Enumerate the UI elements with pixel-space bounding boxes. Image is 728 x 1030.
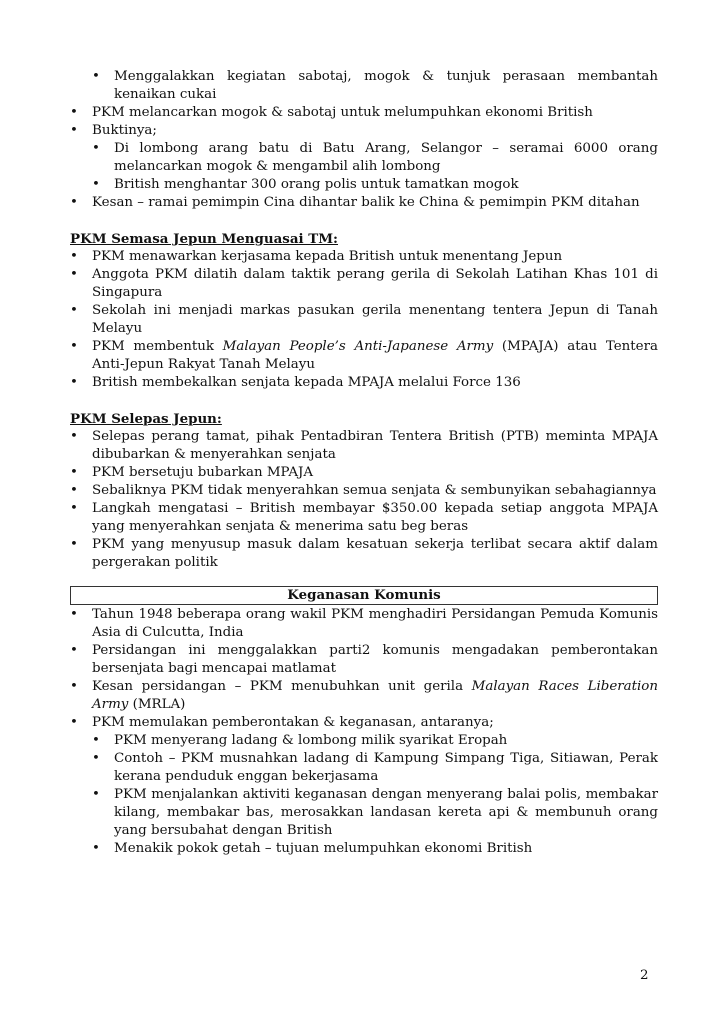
list-item: • Kesan persidangan – PKM menubuhkan unit gerila Malayan Races Liberation Army (MRLA) bbox=[70, 679, 658, 712]
bullet: • bbox=[70, 249, 78, 264]
bullet: • bbox=[70, 267, 78, 282]
document-page bbox=[70, 68, 658, 858]
bullet: • bbox=[92, 841, 100, 856]
bullet: • bbox=[92, 787, 100, 802]
list-item: • Buktinya; bbox=[70, 123, 157, 138]
section-title-box: Keganasan Komunis bbox=[70, 586, 658, 605]
list-item: • PKM menjalankan aktiviti keganasan dengan menyerang balai polis, membakar kilang, membakar bas, merosakkan landasan kereta api & membunuh orang yang bersubahat dengan British bbox=[92, 787, 658, 838]
bullet: • bbox=[92, 751, 100, 766]
bullet: • bbox=[70, 643, 78, 658]
bullet: • bbox=[70, 537, 78, 552]
list-item: • Menakik pokok getah – tujuan melumpuhkan ekonomi British bbox=[92, 841, 533, 856]
list-item: • PKM melancarkan mogok & sabotaj untuk melumpuhkan ekonomi British bbox=[70, 105, 593, 120]
page-number: 2 bbox=[640, 968, 649, 983]
bullet: • bbox=[70, 465, 78, 480]
section-heading: PKM Selepas Jepun: bbox=[70, 411, 222, 427]
list-item: • Menggalakkan kegiatan sabotaj, mogok & tunjuk perasaan membantah kenaikan cukai bbox=[92, 69, 658, 102]
bullet: • bbox=[92, 733, 100, 748]
bullet: • bbox=[70, 679, 78, 694]
list-item: • Sekolah ini menjadi markas pasukan gerila menentang tentera Jepun di Tanah Melayu bbox=[70, 303, 658, 336]
bullet: • bbox=[70, 483, 78, 498]
bullet: • bbox=[70, 715, 78, 730]
bullet: • bbox=[70, 123, 78, 138]
bullet: • bbox=[92, 177, 100, 192]
bullet: • bbox=[70, 607, 78, 622]
bullet: • bbox=[70, 339, 78, 354]
bullet: • bbox=[70, 375, 78, 390]
list-item: • Sebaliknya PKM tidak menyerahkan semua senjata & sembunyikan sebahagiannya bbox=[70, 483, 657, 498]
list-item: • Langkah mengatasi – British membayar $350.00 kepada setiap anggota MPAJA yang menyerahkan senjata & menerima satu beg beras bbox=[70, 501, 658, 534]
section-heading: PKM Semasa Jepun Menguasai TM: bbox=[70, 231, 339, 247]
section-keganasan-komunis bbox=[70, 586, 658, 858]
bullet: • bbox=[92, 69, 100, 84]
bullet: • bbox=[70, 195, 78, 210]
section-top bbox=[70, 68, 658, 212]
bullet: • bbox=[70, 105, 78, 120]
list-item: • Di lombong arang batu di Batu Arang, Selangor – seramai 6000 orang melancarkan mogok & mengambil alih lombong bbox=[92, 141, 658, 174]
list-item: • Selepas perang tamat, pihak Pentadbiran Tentera British (PTB) meminta MPAJA dibubarkan & menyerahkan senjata bbox=[70, 429, 658, 462]
list-item: • PKM memulakan pemberontakan & keganasan, antaranya; bbox=[70, 715, 494, 730]
list-item: • British menghantar 300 orang polis untuk tamatkan mogok bbox=[92, 177, 519, 192]
bullet: • bbox=[92, 141, 100, 156]
list-item: • Tahun 1948 beberapa orang wakil PKM menghadiri Persidangan Pemuda Komunis Asia di Culcutta, India bbox=[70, 607, 658, 640]
list-item: • Kesan – ramai pemimpin Cina dihantar balik ke China & pemimpin PKM ditahan bbox=[70, 195, 640, 210]
list-item: • British membekalkan senjata kepada MPAJA melalui Force 136 bbox=[70, 375, 521, 390]
bullet: • bbox=[70, 501, 78, 516]
list-item: • PKM menawarkan kerjasama kepada British untuk menentang Jepun bbox=[70, 249, 563, 264]
bullet: • bbox=[70, 429, 78, 444]
section-selepas-jepun bbox=[70, 410, 658, 572]
list-item: • PKM membentuk Malayan People’s Anti-Japanese Army (MPAJA) atau Tentera Anti-Jepun Rakyat Tanah Melayu bbox=[70, 339, 658, 372]
section-jepun bbox=[70, 230, 658, 392]
list-item: • Anggota PKM dilatih dalam taktik perang gerila di Sekolah Latihan Khas 101 di Singapura bbox=[70, 267, 658, 300]
list-item: • PKM bersetuju bubarkan MPAJA bbox=[70, 465, 314, 480]
list-item: • Contoh – PKM musnahkan ladang di Kampung Simpang Tiga, Sitiawan, Perak kerana penduduk enggan bekerjasama bbox=[92, 751, 658, 784]
list-item: • PKM menyerang ladang & lombong milik syarikat Eropah bbox=[92, 733, 508, 748]
list-item: • PKM yang menyusup masuk dalam kesatuan sekerja terlibat secara aktif dalam pergerakan politik bbox=[70, 537, 658, 570]
list-item: • Persidangan ini menggalakkan parti2 komunis mengadakan pemberontakan bersenjata bagi mencapai matlamat bbox=[70, 643, 658, 676]
bullet: • bbox=[70, 303, 78, 318]
